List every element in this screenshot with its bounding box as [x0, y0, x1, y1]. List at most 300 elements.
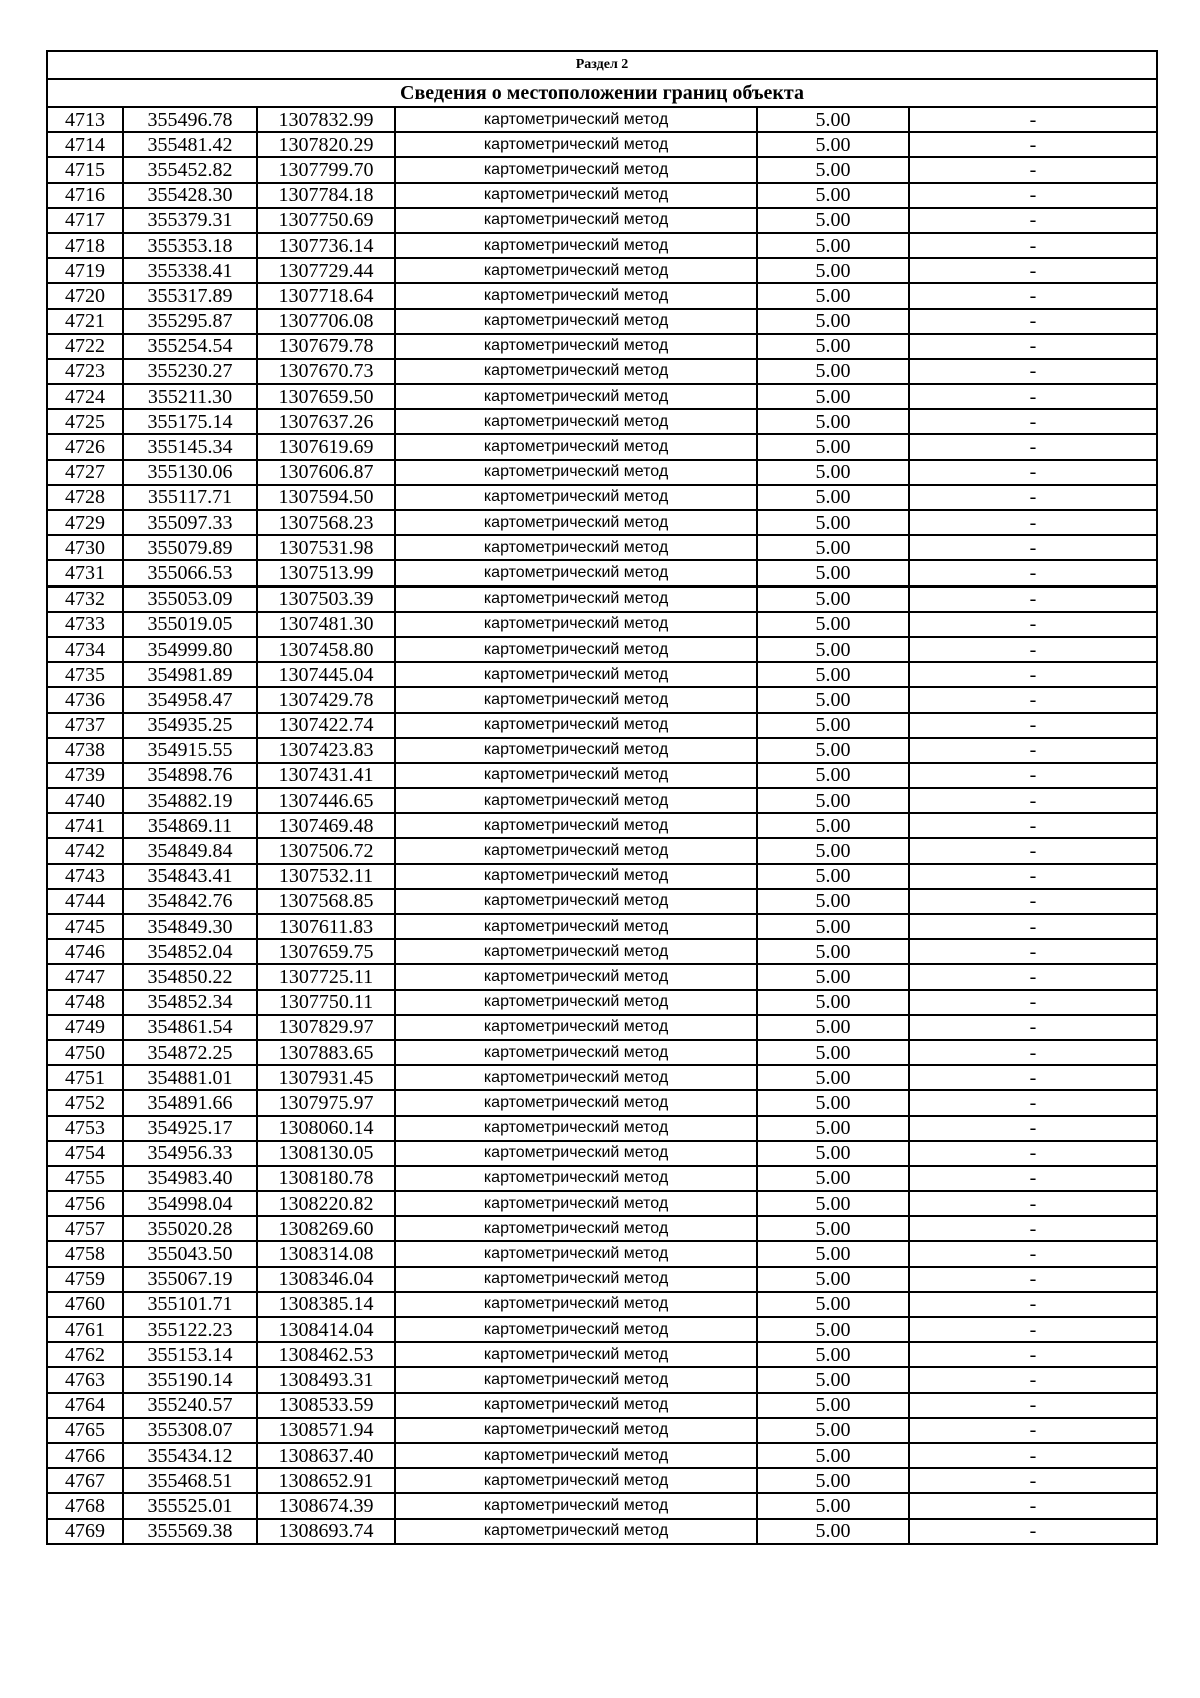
y-coordinate-cell: 1307619.69	[257, 434, 395, 459]
note-cell: -	[909, 1065, 1157, 1090]
point-number-cell: 4722	[47, 334, 123, 359]
method-cell: картометрический метод	[395, 964, 757, 989]
note-cell: -	[909, 1519, 1157, 1544]
point-number-cell: 4718	[47, 233, 123, 258]
table-row	[47, 637, 1157, 662]
note-cell: -	[909, 510, 1157, 535]
note-cell: -	[909, 889, 1157, 914]
x-coordinate-cell: 355122.23	[123, 1317, 257, 1342]
method-cell: картометрический метод	[395, 1267, 757, 1292]
table-row	[47, 157, 1157, 182]
point-number-cell: 4732	[47, 586, 123, 612]
accuracy-cell: 5.00	[757, 460, 909, 485]
method-cell: картометрический метод	[395, 612, 757, 637]
note-cell: -	[909, 1367, 1157, 1392]
table-row	[47, 889, 1157, 914]
point-number-cell: 4755	[47, 1166, 123, 1191]
method-cell: картометрический метод	[395, 485, 757, 510]
y-coordinate-cell: 1308533.59	[257, 1393, 395, 1418]
y-coordinate-cell: 1307446.65	[257, 788, 395, 813]
table-row	[47, 763, 1157, 788]
method-cell: картометрический метод	[395, 813, 757, 838]
point-number-cell: 4739	[47, 763, 123, 788]
table-row	[47, 687, 1157, 712]
y-coordinate-cell: 1307706.08	[257, 309, 395, 334]
method-cell: картометрический метод	[395, 258, 757, 283]
accuracy-cell: 5.00	[757, 1393, 909, 1418]
note-cell: -	[909, 560, 1157, 586]
y-coordinate-cell: 1307883.65	[257, 1040, 395, 1065]
x-coordinate-cell: 355175.14	[123, 409, 257, 434]
y-coordinate-cell: 1308637.40	[257, 1443, 395, 1468]
note-cell: -	[909, 409, 1157, 434]
point-number-cell: 4721	[47, 309, 123, 334]
table-row	[47, 409, 1157, 434]
table-row	[47, 485, 1157, 510]
y-coordinate-cell: 1307422.74	[257, 713, 395, 738]
x-coordinate-cell: 355379.31	[123, 208, 257, 233]
accuracy-cell: 5.00	[757, 1267, 909, 1292]
y-coordinate-cell: 1308346.04	[257, 1267, 395, 1292]
accuracy-cell: 5.00	[757, 283, 909, 308]
point-number-cell: 4731	[47, 560, 123, 586]
note-cell: -	[909, 612, 1157, 637]
y-coordinate-cell: 1308652.91	[257, 1468, 395, 1493]
section-header-row	[47, 51, 1157, 79]
method-cell: картометрический метод	[395, 939, 757, 964]
point-number-cell: 4740	[47, 788, 123, 813]
x-coordinate-cell: 355043.50	[123, 1241, 257, 1266]
y-coordinate-cell: 1307750.11	[257, 990, 395, 1015]
y-coordinate-cell: 1307568.85	[257, 889, 395, 914]
accuracy-cell: 5.00	[757, 1090, 909, 1115]
note-cell: -	[909, 107, 1157, 132]
x-coordinate-cell: 355101.71	[123, 1292, 257, 1317]
x-coordinate-cell: 354849.84	[123, 838, 257, 863]
y-coordinate-cell: 1307531.98	[257, 535, 395, 560]
method-cell: картометрический метод	[395, 1418, 757, 1443]
point-number-cell: 4747	[47, 964, 123, 989]
method-cell: картометрический метод	[395, 889, 757, 914]
table-row	[47, 1141, 1157, 1166]
table-row	[47, 1367, 1157, 1392]
point-number-cell: 4762	[47, 1342, 123, 1367]
y-coordinate-cell: 1307718.64	[257, 283, 395, 308]
point-number-cell: 4752	[47, 1090, 123, 1115]
method-cell: картометрический метод	[395, 1317, 757, 1342]
method-cell: картометрический метод	[395, 637, 757, 662]
y-coordinate-cell: 1307532.11	[257, 864, 395, 889]
x-coordinate-cell: 354898.76	[123, 763, 257, 788]
accuracy-cell: 5.00	[757, 107, 909, 132]
point-number-cell: 4742	[47, 838, 123, 863]
accuracy-cell: 5.00	[757, 1216, 909, 1241]
method-cell: картометрический метод	[395, 233, 757, 258]
table-row	[47, 1065, 1157, 1090]
point-number-cell: 4733	[47, 612, 123, 637]
accuracy-cell: 5.00	[757, 1367, 909, 1392]
y-coordinate-cell: 1307659.50	[257, 384, 395, 409]
accuracy-cell: 5.00	[757, 964, 909, 989]
y-coordinate-cell: 1307458.80	[257, 637, 395, 662]
point-number-cell: 4723	[47, 359, 123, 384]
table-row	[47, 535, 1157, 560]
method-cell: картометрический метод	[395, 738, 757, 763]
method-cell: картометрический метод	[395, 183, 757, 208]
method-cell: картометрический метод	[395, 662, 757, 687]
x-coordinate-cell: 354998.04	[123, 1191, 257, 1216]
point-number-cell: 4730	[47, 535, 123, 560]
method-cell: картометрический метод	[395, 1116, 757, 1141]
table-row	[47, 1493, 1157, 1518]
accuracy-cell: 5.00	[757, 258, 909, 283]
x-coordinate-cell: 354861.54	[123, 1015, 257, 1040]
method-cell: картометрический метод	[395, 535, 757, 560]
note-cell: -	[909, 1040, 1157, 1065]
point-number-cell: 4735	[47, 662, 123, 687]
accuracy-cell: 5.00	[757, 914, 909, 939]
accuracy-cell: 5.00	[757, 889, 909, 914]
accuracy-cell: 5.00	[757, 1166, 909, 1191]
method-cell: картометрический метод	[395, 1090, 757, 1115]
note-cell: -	[909, 1292, 1157, 1317]
table-row	[47, 283, 1157, 308]
accuracy-cell: 5.00	[757, 1040, 909, 1065]
point-number-cell: 4767	[47, 1468, 123, 1493]
note-cell: -	[909, 1191, 1157, 1216]
note-cell: -	[909, 864, 1157, 889]
x-coordinate-cell: 355338.41	[123, 258, 257, 283]
method-cell: картометрический метод	[395, 510, 757, 535]
x-coordinate-cell: 355295.87	[123, 309, 257, 334]
table-row	[47, 838, 1157, 863]
table-row	[47, 434, 1157, 459]
y-coordinate-cell: 1307637.26	[257, 409, 395, 434]
y-coordinate-cell: 1307513.99	[257, 560, 395, 586]
y-coordinate-cell: 1307750.69	[257, 208, 395, 233]
point-number-cell: 4766	[47, 1443, 123, 1468]
point-number-cell: 4749	[47, 1015, 123, 1040]
table-row	[47, 939, 1157, 964]
x-coordinate-cell: 354852.34	[123, 990, 257, 1015]
y-coordinate-cell: 1307820.29	[257, 132, 395, 157]
note-cell: -	[909, 535, 1157, 560]
note-cell: -	[909, 763, 1157, 788]
y-coordinate-cell: 1307611.83	[257, 914, 395, 939]
y-coordinate-cell: 1307784.18	[257, 183, 395, 208]
method-cell: картометрический метод	[395, 990, 757, 1015]
note-cell: -	[909, 183, 1157, 208]
y-coordinate-cell: 1308180.78	[257, 1166, 395, 1191]
x-coordinate-cell: 355317.89	[123, 283, 257, 308]
y-coordinate-cell: 1308220.82	[257, 1191, 395, 1216]
note-cell: -	[909, 939, 1157, 964]
accuracy-cell: 5.00	[757, 485, 909, 510]
table-title: Сведения о местоположении границ объекта	[47, 79, 1157, 107]
table-row	[47, 1292, 1157, 1317]
method-cell: картометрический метод	[395, 687, 757, 712]
note-cell: -	[909, 1090, 1157, 1115]
table-row	[47, 1393, 1157, 1418]
accuracy-cell: 5.00	[757, 637, 909, 662]
x-coordinate-cell: 355117.71	[123, 485, 257, 510]
accuracy-cell: 5.00	[757, 1241, 909, 1266]
method-cell: картометрический метод	[395, 1493, 757, 1518]
accuracy-cell: 5.00	[757, 1519, 909, 1544]
method-cell: картометрический метод	[395, 1040, 757, 1065]
x-coordinate-cell: 355569.38	[123, 1519, 257, 1544]
x-coordinate-cell: 355066.53	[123, 560, 257, 586]
method-cell: картометрический метод	[395, 864, 757, 889]
x-coordinate-cell: 355308.07	[123, 1418, 257, 1443]
point-number-cell: 4724	[47, 384, 123, 409]
accuracy-cell: 5.00	[757, 183, 909, 208]
x-coordinate-cell: 354915.55	[123, 738, 257, 763]
note-cell: -	[909, 283, 1157, 308]
accuracy-cell: 5.00	[757, 1065, 909, 1090]
table-row	[47, 334, 1157, 359]
method-cell: картометрический метод	[395, 132, 757, 157]
note-cell: -	[909, 485, 1157, 510]
accuracy-cell: 5.00	[757, 1116, 909, 1141]
method-cell: картометрический метод	[395, 1367, 757, 1392]
note-cell: -	[909, 1141, 1157, 1166]
accuracy-cell: 5.00	[757, 1191, 909, 1216]
y-coordinate-cell: 1308674.39	[257, 1493, 395, 1518]
table-row	[47, 788, 1157, 813]
accuracy-cell: 5.00	[757, 612, 909, 637]
x-coordinate-cell: 355020.28	[123, 1216, 257, 1241]
x-coordinate-cell: 355254.54	[123, 334, 257, 359]
table-row	[47, 359, 1157, 384]
accuracy-cell: 5.00	[757, 233, 909, 258]
point-number-cell: 4769	[47, 1519, 123, 1544]
note-cell: -	[909, 334, 1157, 359]
coordinate-rows	[47, 107, 1157, 1544]
method-cell: картометрический метод	[395, 208, 757, 233]
y-coordinate-cell: 1307679.78	[257, 334, 395, 359]
method-cell: картометрический метод	[395, 334, 757, 359]
method-cell: картометрический метод	[395, 309, 757, 334]
x-coordinate-cell: 355240.57	[123, 1393, 257, 1418]
note-cell: -	[909, 132, 1157, 157]
y-coordinate-cell: 1308385.14	[257, 1292, 395, 1317]
y-coordinate-cell: 1307429.78	[257, 687, 395, 712]
x-coordinate-cell: 355481.42	[123, 132, 257, 157]
method-cell: картометрический метод	[395, 1166, 757, 1191]
table-row	[47, 1216, 1157, 1241]
accuracy-cell: 5.00	[757, 838, 909, 863]
accuracy-cell: 5.00	[757, 990, 909, 1015]
point-number-cell: 4741	[47, 813, 123, 838]
x-coordinate-cell: 355067.19	[123, 1267, 257, 1292]
point-number-cell: 4729	[47, 510, 123, 535]
accuracy-cell: 5.00	[757, 713, 909, 738]
y-coordinate-cell: 1307931.45	[257, 1065, 395, 1090]
point-number-cell: 4748	[47, 990, 123, 1015]
x-coordinate-cell: 354956.33	[123, 1141, 257, 1166]
method-cell: картометрический метод	[395, 1292, 757, 1317]
y-coordinate-cell: 1308314.08	[257, 1241, 395, 1266]
x-coordinate-cell: 354881.01	[123, 1065, 257, 1090]
note-cell: -	[909, 1116, 1157, 1141]
accuracy-cell: 5.00	[757, 939, 909, 964]
table-row	[47, 738, 1157, 763]
method-cell: картометрический метод	[395, 586, 757, 612]
accuracy-cell: 5.00	[757, 864, 909, 889]
y-coordinate-cell: 1307469.48	[257, 813, 395, 838]
accuracy-cell: 5.00	[757, 535, 909, 560]
note-cell: -	[909, 1317, 1157, 1342]
accuracy-cell: 5.00	[757, 1418, 909, 1443]
note-cell: -	[909, 1342, 1157, 1367]
accuracy-cell: 5.00	[757, 1317, 909, 1342]
section-label: Раздел 2	[47, 51, 1157, 79]
table-row	[47, 662, 1157, 687]
x-coordinate-cell: 354852.04	[123, 939, 257, 964]
method-cell: картометрический метод	[395, 763, 757, 788]
note-cell: -	[909, 384, 1157, 409]
table-row	[47, 1090, 1157, 1115]
x-coordinate-cell: 354891.66	[123, 1090, 257, 1115]
accuracy-cell: 5.00	[757, 434, 909, 459]
note-cell: -	[909, 1267, 1157, 1292]
point-number-cell: 4726	[47, 434, 123, 459]
y-coordinate-cell: 1308462.53	[257, 1342, 395, 1367]
x-coordinate-cell: 354872.25	[123, 1040, 257, 1065]
x-coordinate-cell: 355428.30	[123, 183, 257, 208]
x-coordinate-cell: 354850.22	[123, 964, 257, 989]
note-cell: -	[909, 788, 1157, 813]
method-cell: картометрический метод	[395, 283, 757, 308]
note-cell: -	[909, 586, 1157, 612]
table-row	[47, 713, 1157, 738]
table-row	[47, 1116, 1157, 1141]
accuracy-cell: 5.00	[757, 763, 909, 788]
x-coordinate-cell: 355230.27	[123, 359, 257, 384]
table-row	[47, 107, 1157, 132]
y-coordinate-cell: 1307423.83	[257, 738, 395, 763]
table-row	[47, 510, 1157, 535]
point-number-cell: 4743	[47, 864, 123, 889]
x-coordinate-cell: 354882.19	[123, 788, 257, 813]
accuracy-cell: 5.00	[757, 1468, 909, 1493]
method-cell: картометрический метод	[395, 713, 757, 738]
table-row	[47, 560, 1157, 586]
point-number-cell: 4717	[47, 208, 123, 233]
x-coordinate-cell: 355145.34	[123, 434, 257, 459]
x-coordinate-cell: 354981.89	[123, 662, 257, 687]
note-cell: -	[909, 813, 1157, 838]
note-cell: -	[909, 990, 1157, 1015]
note-cell: -	[909, 687, 1157, 712]
point-number-cell: 4765	[47, 1418, 123, 1443]
boundary-coordinates-table	[46, 50, 1158, 1545]
table-row	[47, 309, 1157, 334]
point-number-cell: 4758	[47, 1241, 123, 1266]
note-cell: -	[909, 964, 1157, 989]
table-row	[47, 1443, 1157, 1468]
point-number-cell: 4751	[47, 1065, 123, 1090]
point-number-cell: 4738	[47, 738, 123, 763]
x-coordinate-cell: 355053.09	[123, 586, 257, 612]
point-number-cell: 4714	[47, 132, 123, 157]
table-row	[47, 1317, 1157, 1342]
note-cell: -	[909, 914, 1157, 939]
x-coordinate-cell: 354869.11	[123, 813, 257, 838]
x-coordinate-cell: 355211.30	[123, 384, 257, 409]
x-coordinate-cell: 354935.25	[123, 713, 257, 738]
point-number-cell: 4750	[47, 1040, 123, 1065]
method-cell: картометрический метод	[395, 1241, 757, 1266]
point-number-cell: 4720	[47, 283, 123, 308]
accuracy-cell: 5.00	[757, 309, 909, 334]
y-coordinate-cell: 1307503.39	[257, 586, 395, 612]
y-coordinate-cell: 1307799.70	[257, 157, 395, 182]
table-row	[47, 183, 1157, 208]
y-coordinate-cell: 1307670.73	[257, 359, 395, 384]
table-row	[47, 233, 1157, 258]
method-cell: картометрический метод	[395, 359, 757, 384]
y-coordinate-cell: 1308130.05	[257, 1141, 395, 1166]
accuracy-cell: 5.00	[757, 738, 909, 763]
method-cell: картометрический метод	[395, 838, 757, 863]
y-coordinate-cell: 1307659.75	[257, 939, 395, 964]
method-cell: картометрический метод	[395, 788, 757, 813]
note-cell: -	[909, 434, 1157, 459]
y-coordinate-cell: 1307725.11	[257, 964, 395, 989]
accuracy-cell: 5.00	[757, 359, 909, 384]
accuracy-cell: 5.00	[757, 1141, 909, 1166]
point-number-cell: 4715	[47, 157, 123, 182]
point-number-cell: 4727	[47, 460, 123, 485]
accuracy-cell: 5.00	[757, 560, 909, 586]
x-coordinate-cell: 355079.89	[123, 535, 257, 560]
method-cell: картометрический метод	[395, 1443, 757, 1468]
table-row	[47, 864, 1157, 889]
y-coordinate-cell: 1307568.23	[257, 510, 395, 535]
accuracy-cell: 5.00	[757, 1493, 909, 1518]
x-coordinate-cell: 355190.14	[123, 1367, 257, 1392]
y-coordinate-cell: 1308414.04	[257, 1317, 395, 1342]
y-coordinate-cell: 1307431.41	[257, 763, 395, 788]
y-coordinate-cell: 1307736.14	[257, 233, 395, 258]
point-number-cell: 4737	[47, 713, 123, 738]
x-coordinate-cell: 354842.76	[123, 889, 257, 914]
x-coordinate-cell: 355097.33	[123, 510, 257, 535]
table-row	[47, 1519, 1157, 1544]
accuracy-cell: 5.00	[757, 1292, 909, 1317]
method-cell: картометрический метод	[395, 460, 757, 485]
y-coordinate-cell: 1307829.97	[257, 1015, 395, 1040]
accuracy-cell: 5.00	[757, 586, 909, 612]
method-cell: картометрический метод	[395, 157, 757, 182]
note-cell: -	[909, 637, 1157, 662]
table-row	[47, 1342, 1157, 1367]
table-row	[47, 208, 1157, 233]
x-coordinate-cell: 355468.51	[123, 1468, 257, 1493]
point-number-cell: 4746	[47, 939, 123, 964]
method-cell: картометрический метод	[395, 1519, 757, 1544]
note-cell: -	[909, 1015, 1157, 1040]
table-row	[47, 914, 1157, 939]
note-cell: -	[909, 1216, 1157, 1241]
accuracy-cell: 5.00	[757, 687, 909, 712]
note-cell: -	[909, 713, 1157, 738]
point-number-cell: 4759	[47, 1267, 123, 1292]
note-cell: -	[909, 359, 1157, 384]
x-coordinate-cell: 354843.41	[123, 864, 257, 889]
